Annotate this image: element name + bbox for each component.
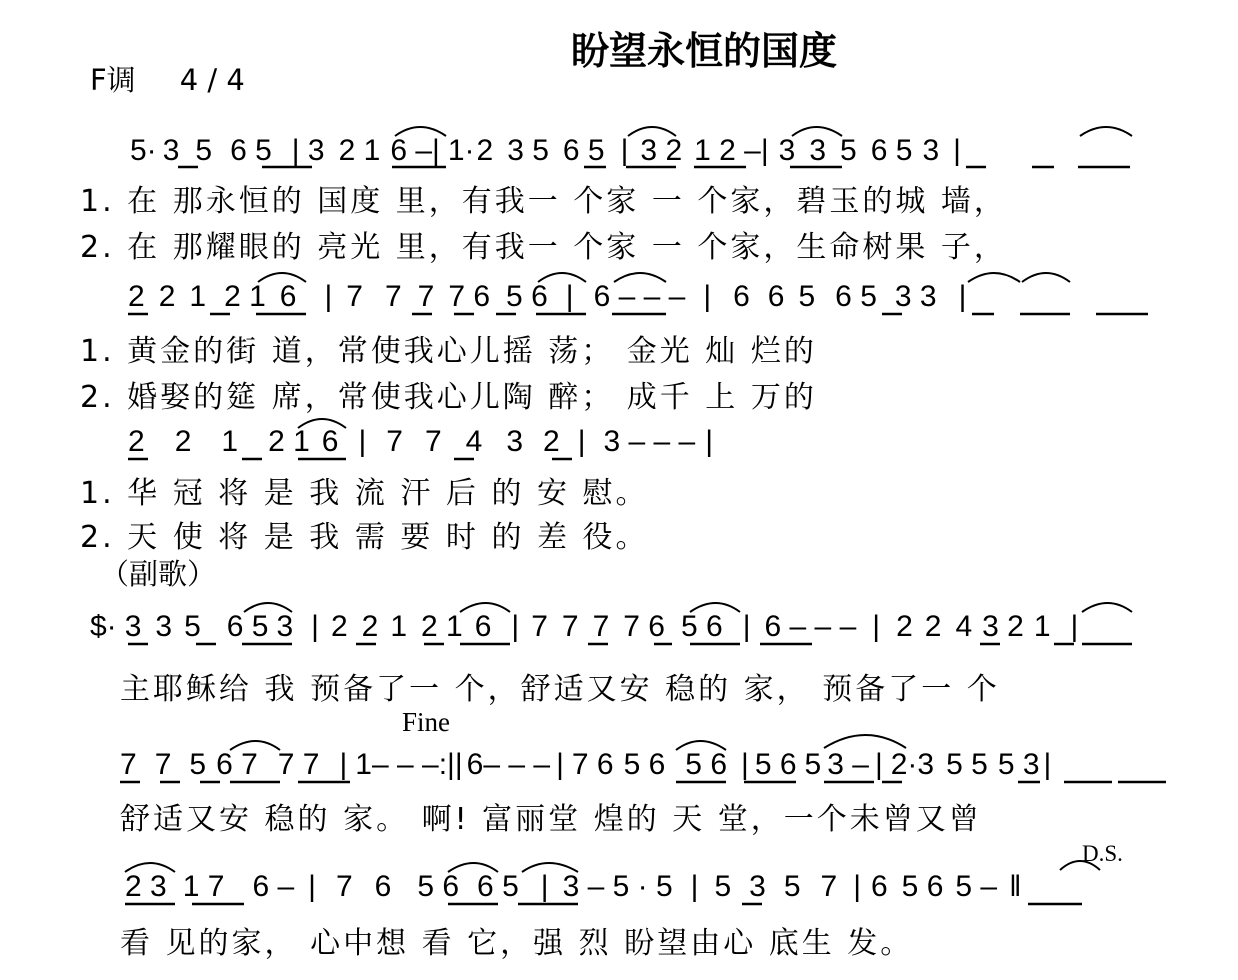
key-signature [90, 58, 289, 99]
chorus-label: （副歌） [100, 557, 217, 591]
music-line-text-1 [0, 0, 1, 1]
page-title: 盼望永恒的国度 [570, 29, 837, 73]
meter-label: 4 / 4 [179, 63, 245, 97]
music-line-2: 2 2 1 2 1 6 | 7 7 7 7 6 5 6 | 6 – – – | 6 6 5 6 5 3 3 | [128, 280, 967, 313]
music-line-5: 7 7 5 6 7 7 7 | 1– – –:|| 6– – – | 7 6 5 6 5 6 | 5 6 5 3 – | 2·3 5 5 5 3 | [120, 748, 1052, 781]
lyric-line-1: 1. 在 那永恒的 国度 里，有我一 个家 一 个家，碧玉的城 墙， [80, 184, 1007, 219]
key-label: F调 [90, 63, 136, 97]
lyric-line-5: 1. 华 冠 将 是 我 流 汗 后 的 安 慰。 [80, 476, 649, 511]
lyric-line-9: 看 见的家， 心中想 看 它，强 烈 盼望由心 底生 发。 [120, 926, 914, 961]
music-line-4: $· 3 3 5 6 5 3 | 2 2 1 2 1 6 | 7 7 7 7 6 5 6 | 6 – – – | 2 2 4 3 2 1 | [90, 610, 1079, 643]
fine-mark: Fine [402, 707, 451, 737]
ds-mark: D.S. [1082, 841, 1123, 866]
music-line-3: 2 2 1 2 1 6 | 7 7 4 3 2 | 3 – – – | [128, 425, 714, 458]
music-line-1: 5· 3 5 6 5 | 3 2 1 6 –| 1·2 3 5 6 5 | 3 2 1 2 –| 3 3 5 6 5 3 | [130, 134, 961, 167]
lyric-line-3: 1. 黄金的街 道，常使我心儿摇 荡； 金光 灿 烂的 [80, 334, 817, 369]
lyric-line-6: 2. 天 使 将 是 我 需 要 时 的 差 役。 [80, 520, 649, 555]
lyric-line-2: 2. 在 那耀眼的 亮光 里，有我一 个家 一 个家，生命树果 子， [80, 230, 1007, 265]
lyric-line-4: 2. 婚娶的筵 席，常使我心儿陶 醉； 成千 上 万的 [80, 380, 817, 415]
lyric-line-7: 主耶稣给 我 预备了一 个，舒适又安 稳的 家， 预备了一 个 [120, 672, 1000, 707]
music-line-6: 2 3 1 7 6 – | 7 6 5 6 6 5 | 3 – 5 · 5 | 5 3 5 7 | 6 5 6 5 – ‖ [125, 870, 1022, 903]
lyric-line-8: 舒适又安 稳的 家。 啊! 富丽堂 煌的 天 堂，一个未曾又曾 [120, 802, 982, 837]
